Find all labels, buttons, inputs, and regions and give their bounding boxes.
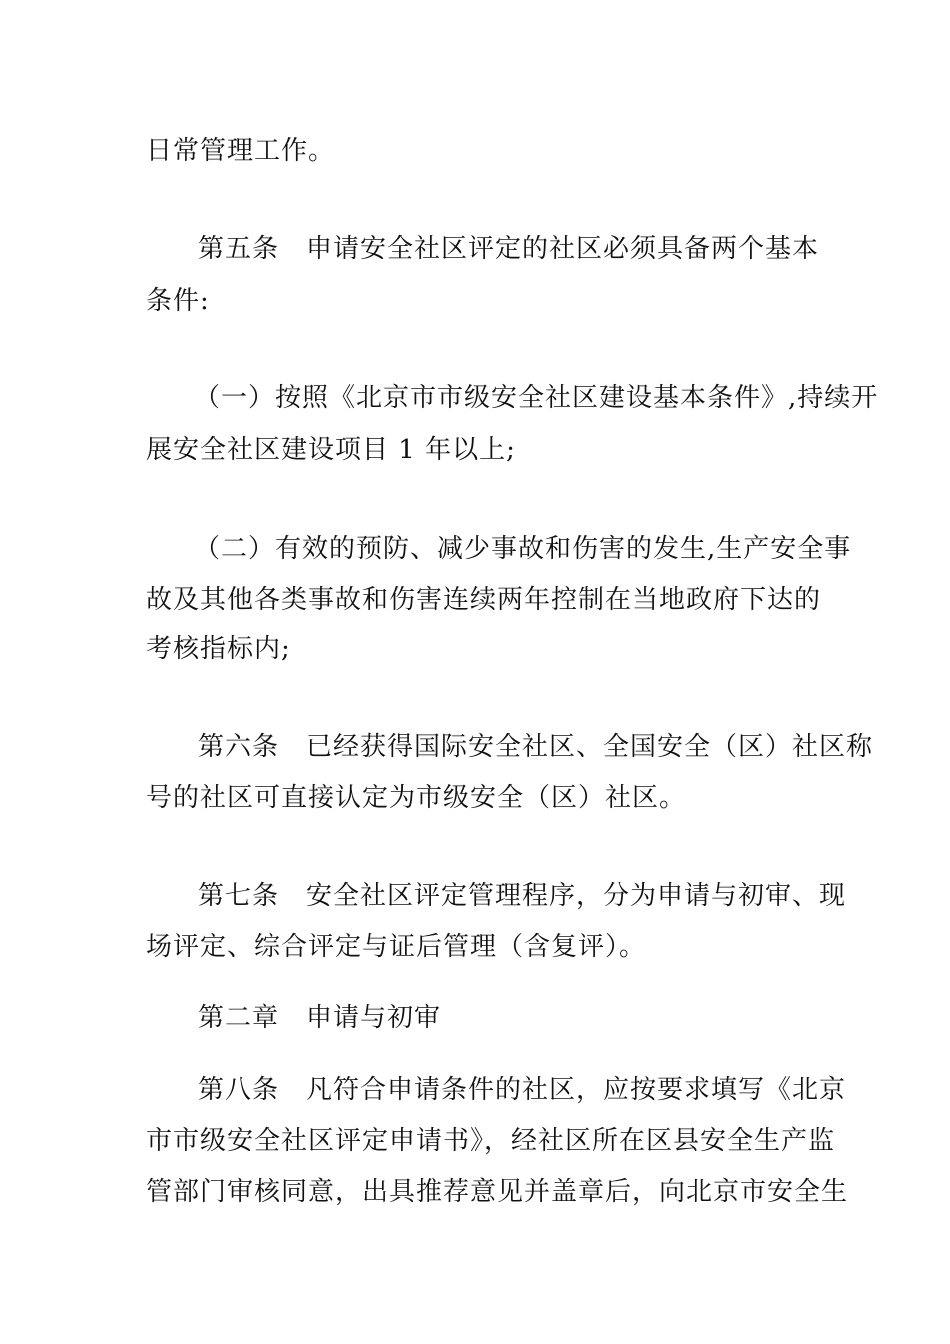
text-line-11: 第七条 安全社区评定管理程序，分为申请与初审、现 [198, 881, 847, 911]
text-line-10: 号的社区可直接认定为市级安全（区）社区。 [146, 783, 687, 813]
text-line-6: （二）有效的预防、减少事故和伤害的发生,生产安全事 [194, 534, 852, 564]
text-line-1: 日常管理工作。 [146, 136, 336, 166]
text-line-9: 第六条 已经获得国际安全社区、全国安全（区）社区称 [198, 732, 874, 762]
text-line-7: 故及其他各类事故和伤害连续两年控制在当地政府下达的 [146, 585, 822, 615]
text-line-4: （一）按照《北京市市级安全社区建设基本条件》,持续开 [194, 383, 879, 413]
text-line-2: 第五条 申请安全社区评定的社区必须具备两个基本 [198, 234, 820, 264]
chapter-heading: 第二章 申请与初审 [198, 1003, 442, 1033]
text-line-8: 考核指标内; [146, 634, 291, 664]
text-line-14: 第八条 凡符合申请条件的社区，应按要求填写《北京 [198, 1075, 847, 1105]
text-line-16: 管部门审核同意，出具推荐意见并盖章后，向北京市安全生 [146, 1177, 849, 1207]
text-line-3: 条件: [146, 286, 210, 316]
text-line-12: 场评定、综合评定与证后管理（含复评）。 [146, 932, 647, 962]
text-line-15: 市市级安全社区评定申请书》，经社区所在区县安全生产监 [146, 1126, 836, 1156]
text-line-5: 展安全社区建设项目 1 年以上; [146, 435, 516, 465]
